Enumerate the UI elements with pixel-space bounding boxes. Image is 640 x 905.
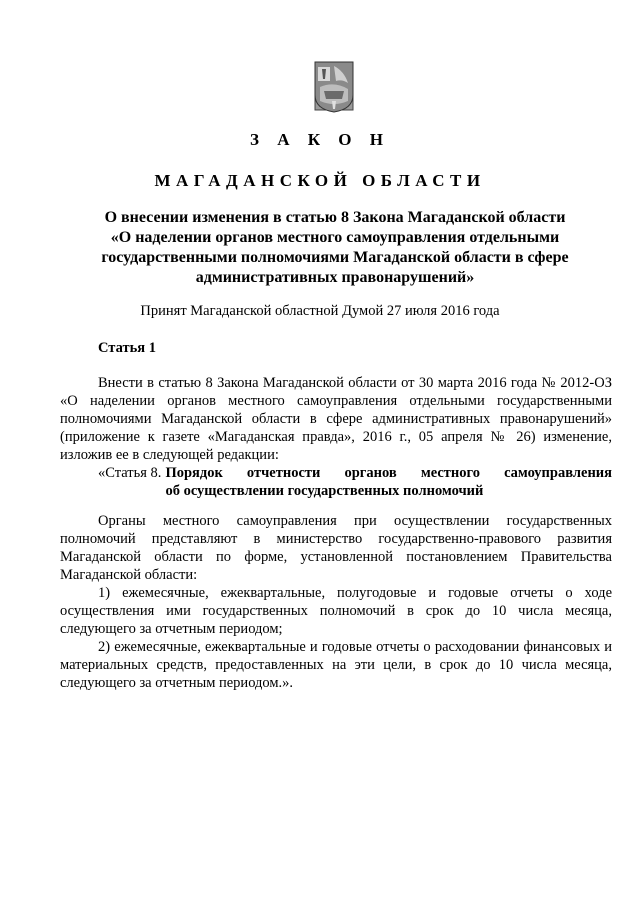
list-item-1: 1) ежемесячные, ежеквартальные, полугодовые и годовые отчеты о ходе осуществления ими государственных полномочий в срок до 10 числа месяца, следующего за отчетным периодом; <box>60 585 612 637</box>
quoted-article-title <box>60 464 612 500</box>
article-intro: Внести в статью 8 Закона Магаданской области от 30 марта 2016 года № 2012-ОЗ «О наделении органов местного самоуправления отдельными государственными полномочиями Магаданской области в сфере административных правонарушений» (приложение к газете «Магаданская правда», 2016 г., 05 апреля № 26) изменение, изложив ее в следующей редакции: <box>60 375 612 463</box>
article-body-block <box>60 512 612 692</box>
quoted-article-heading <box>161 464 612 500</box>
list-item-2: 2) ежемесячные, ежеквартальные и годовые отчеты о расходовании финансовых и материальных средств, предоставленных на эти цели, в срок до 10 числа месяца, следующего за отчетным периодом.». <box>60 639 612 691</box>
adoption-note: Принят Магаданской областной Думой 27 июля 2016 года <box>140 303 500 319</box>
quoted-article-number: «Статья 8. <box>98 465 162 481</box>
law-title: З А К О Н <box>249 130 391 149</box>
heading-line: государственными полномочиями Магаданской области в сфере <box>101 249 569 266</box>
quoted-heading-line: об осуществлении государственных полномочий <box>165 483 484 499</box>
heading-line: О внесении изменения в статью 8 Закона Магаданской области <box>104 209 566 226</box>
heading-line: административных правонарушений» <box>195 269 475 286</box>
magadan-coat-of-arms-icon <box>314 61 354 113</box>
article-label: Статья 1 <box>98 340 156 356</box>
law-heading <box>70 208 600 288</box>
heading-line: «О наделении органов местного самоуправления отдельными <box>110 229 560 246</box>
paragraph-main: Органы местного самоуправления при осуществлении государственных полномочий представляют в министерство государственно-правового развития Магаданской области по форме, установленной постановлением Правительства Магаданской области: <box>60 513 612 583</box>
region-title: МАГАДАНСКОЙ ОБЛАСТИ <box>154 171 486 190</box>
article-intro-block <box>60 374 612 500</box>
quoted-heading-line: Порядок отчетности органов местного самоуправления <box>165 465 612 481</box>
